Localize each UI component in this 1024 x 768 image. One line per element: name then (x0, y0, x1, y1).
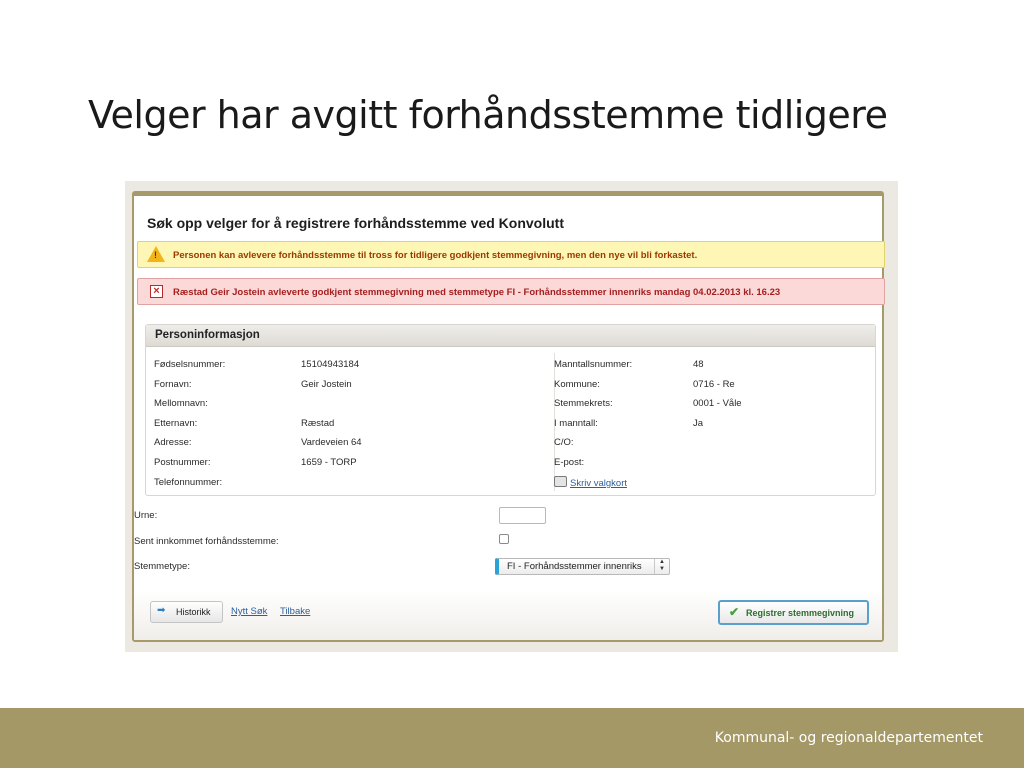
register-vote-button[interactable] (718, 600, 869, 625)
field-label: Fødselsnummer: (154, 359, 226, 370)
print-card-link[interactable] (554, 476, 627, 489)
urne-input[interactable] (499, 507, 546, 524)
field-label: Kommune: (554, 379, 600, 390)
field-value: 48 (693, 359, 704, 370)
slide-title: Velger har avgitt forhåndsstemme tidligere (88, 93, 888, 137)
vote-type-value: FI - Forhåndsstemmer innenriks (507, 561, 642, 572)
field-label: Stemmekrets: (554, 398, 613, 409)
field-label: C/O: (554, 437, 574, 448)
checkmark-icon: ✔ (729, 605, 740, 619)
warning-text: Personen kan avlevere forhåndsstemme til tross for tidligere godkjent stemmegivning, men den nye vil bli forkastet. (173, 250, 698, 261)
print-card-label[interactable]: Skriv valgkort (570, 478, 628, 489)
error-text: Ræstad Geir Jostein avleverte godkjent stemmegivning med stemmetype FI - Forhåndsstemmer innenriks mandag 04.02.2013 kl. 16.23 (173, 287, 781, 298)
field-label: Etternavn: (154, 418, 198, 429)
field-label: I manntall: (554, 418, 598, 429)
error-close-icon: × (150, 285, 163, 298)
footer-band (0, 708, 1024, 768)
person-info-section (145, 324, 876, 496)
arrow-right-icon: ➡ (157, 605, 166, 616)
back-link[interactable]: Tilbake (280, 606, 311, 617)
late-vote-checkbox[interactable] (499, 534, 509, 544)
new-search-link[interactable]: Nytt Søk (231, 606, 268, 617)
vote-type-select[interactable] (495, 558, 670, 575)
field-value: 0716 - Re (693, 379, 735, 390)
field-label: Telefonnummer: (154, 477, 223, 488)
field-label: Fornavn: (154, 379, 192, 390)
printer-icon (554, 476, 567, 487)
field-label: Manntallsnummer: (554, 359, 633, 370)
field-value: 0001 - Våle (693, 398, 742, 409)
section-header (146, 325, 875, 347)
field-label: Mellomnavn: (154, 398, 208, 409)
ministry-name: Kommunal- og regionaldepartementet (714, 730, 983, 746)
field-value: 15104943184 (301, 359, 360, 370)
field-value: Vardeveien 64 (301, 437, 362, 448)
late-vote-label: Sent innkommet forhåndsstemme: (134, 536, 279, 547)
section-title: Personinformasjon (155, 329, 260, 341)
field-value: Ræstad (301, 418, 335, 429)
panel-top-rule (134, 193, 882, 196)
field-label: E-post: (554, 457, 585, 468)
field-label: Postnummer: (154, 457, 211, 468)
vote-type-label: Stemmetype: (134, 561, 190, 572)
history-button[interactable] (150, 601, 223, 623)
warning-icon: ! (147, 246, 165, 262)
field-value: 1659 - TORP (301, 457, 357, 468)
urne-label: Urne: (134, 510, 158, 521)
field-value: Geir Jostein (301, 379, 352, 390)
select-arrows-icon: ▲ ▼ (654, 559, 669, 574)
history-label: Historikk (176, 607, 211, 617)
field-label: Adresse: (154, 437, 192, 448)
error-alert (137, 278, 885, 305)
panel-title: Søk opp velger for å registrere forhåndsstemme ved Konvolutt (147, 215, 564, 231)
register-label: Registrer stemmegivning (746, 608, 855, 618)
field-value: Ja (693, 418, 704, 429)
warning-alert (137, 241, 885, 268)
